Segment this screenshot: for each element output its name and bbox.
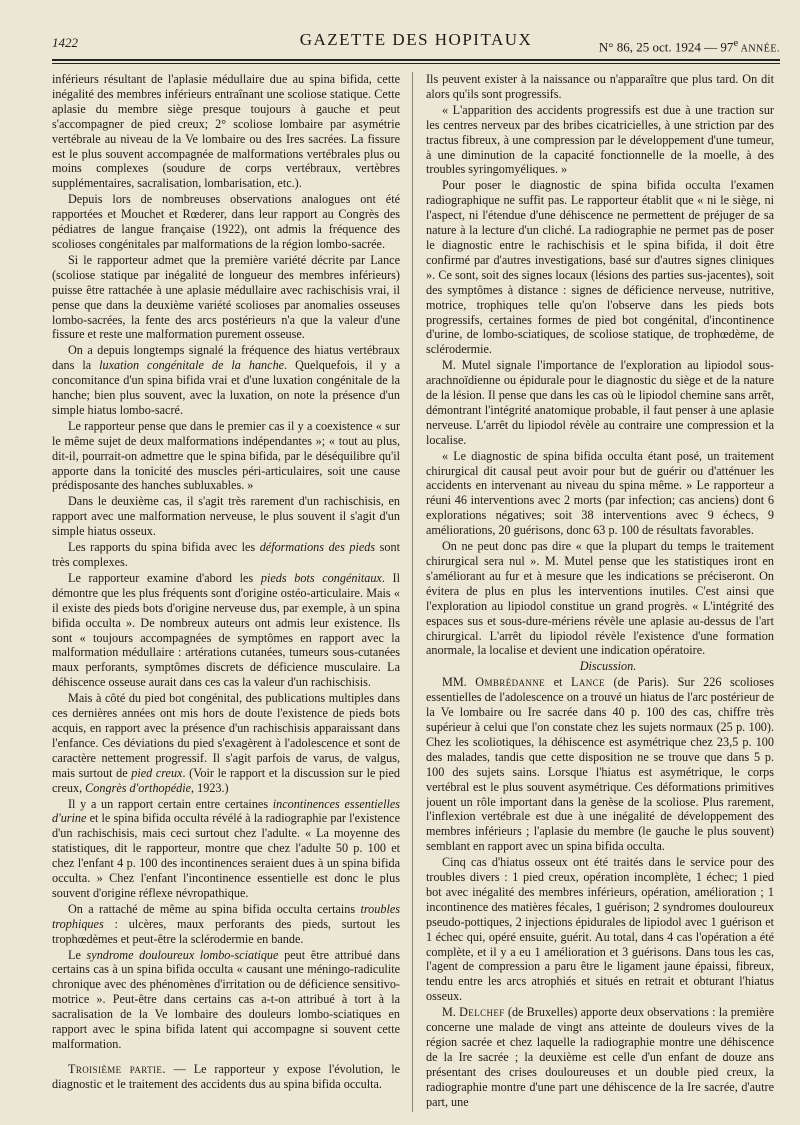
paragraph: inférieurs résultant de l'aplasie médullaire due au spina bifida, cette inégalité des membres inférieurs entraînant une scoliose statique. Cette aplasie du membre siège presque toujours à gauche et peut s'accompagner de pied creux; 2° scoliose lombaire par asymétrie vertébrale au niveau de la Ve lombaire ou des Ires sacrées. La fissure est le plus souvent accompagnée de malformations vertébrales plus ou moins complexes (soudure de corps vertébraux, vertèbres supplémentaires, sacralisation, lombarisation, etc.).	[52, 72, 400, 191]
paragraph: Les rapports du spina bifida avec les déformations des pieds sont très complexes.	[52, 540, 400, 569]
discussion-heading: Discussion.	[579, 659, 637, 674]
right-column	[426, 72, 774, 1117]
journal-title: GAZETTE DES HOPITAUX	[299, 30, 533, 49]
issue-year-sup: e	[733, 37, 739, 49]
paragraph: Mais à côté du pied bot congénital, des publications multiples dans ces dernières années ont mis hors de doute l'existence de pieds bots acquis, en rapport avec la présence d'un rachischisis apparaissant dans l'enfance. Ces déviations du pied s'exagèrent à l'adolescence et sont de caractère nettement progressif. Il s'agit parfois de varus, de valgus, mais surtout de pied creux. (Voir le rapport et la discussion sur le pied creux, Congrès d'orthopédie, 1923.)	[52, 691, 400, 795]
paragraph: Ils peuvent exister à la naissance ou n'apparaître que plus tard. On dit alors qu'ils sont progressifs.	[426, 72, 774, 101]
paragraph: Il y a un rapport certain entre certaines incontinences essentielles d'urine et le spina bifida occulta révélé à la radiographie par l'existence d'un rachischisis, mais ceci surtout chez l'adulte. « La moyenne des statistiques, dit le rapporteur, montre que chez l'adulte 50 p. 100 et chez l'enfant 4 p. 100 des incontinences seraient dues à un spina bifida occulta. » Chez l'enfant l'incontinence essentielle est donc le plus souvent d'origine réflexe névropathique.	[52, 796, 400, 900]
paragraph: MM. Ombrédanne et Lance (de Paris). Sur 226 scolioses essentielles de l'adolescence on a trouvé un hiatus de l'arc postérieur de la Ve lombaire ou Ire sacrée dans 40 p. 100 des cas, chiffre très supérieur à celui que l'on constate chez les sujets normaux (25 p. 100). Chez les scoliotiques, la déhiscence est asymétrique chez 23,5 p. 100 des malades, tandis que cette disposition ne se trouve que dans 5 p. 100 des sujets sains. Lorsque l'hiatus est asymétrique, le corps vertébral est le plus souvent asymétrique. Ces déformations primitives jouent un rôle important dans la genèse de la scoliose. Plus rarement, l'inflexion vertébrale est due à une inégalité de développement des membres inférieurs ; l'aplasie du membre (le gauche le plus souvent) semblant en rapport avec un spina bifida occulta.	[426, 675, 774, 854]
paragraph: Le rapporteur pense que dans le premier cas il y a coexistence « sur le même sujet de deux malformations indépendantes »; « tout au plus, dit-il, pourrait-on admettre que le spina bifida, par le déséquilibre qu'il apporte dans la tonicité des muscles péri-articulaires, soit une cause prédisposante des hanches subluxables. »	[52, 418, 400, 493]
paragraph: On a depuis longtemps signalé la fréquence des hiatus vertébraux dans la luxation congénitale de la hanche. Quelquefois, il y a concomitance d'un spina bifida vrai et d'une luxation congénitale de la hanche; bien plus souvent, avec la luxation, on note la présence d'un simple hiatus lombo-sacré.	[52, 343, 400, 417]
paragraph: Dans le deuxième cas, il s'agit très rarement d'un rachischisis, en rapport avec une malformation nerveuse, le plus souvent il s'agit d'un simple hiatus osseux.	[52, 494, 400, 539]
left-column	[52, 72, 400, 1117]
paragraph: Le rapporteur examine d'abord les pieds bots congénitaux. Il démontre que les plus fréquents sont d'origine ostéo-articulaire. Mais « il existe des pieds bots d'origine nerveuse dus, par exemple, à un spina bifida occulta ». De nombreux auteurs ont admis leur existence. Ils sont « toujours accompagnées de symptômes en rapport avec la malformation médullaire : artérations cutanées, tumeurs sous-cutanées maux perforants, symptômes discrets de déficience musculaire. La déhiscence osseuse aurait dans ces cas la valeur d'un rachischisis.	[52, 570, 400, 690]
paragraph: Depuis lors de nombreuses observations analogues ont été rapportées et Mouchet et Rœderer, dans leur rapport au Congrès des pédiatres de langue française (1922), ont admis la fréquence des scolioses congénitales par malformations de la région lombo-sacrée.	[52, 192, 400, 251]
paragraph: « Le diagnostic de spina bifida occulta étant posé, un traitement chirurgical dit causal peut avoir pour but de guérir ou d'atténuer les accidents en intervenant au niveau du spina même. » Le rapporteur a réuni 46 interventions avec 2 morts (par infection; cas anciens) dont 6 explorations négatives; soit 38 interventions avec 9 échecs, 9 améliorations, 20 guérisons, donc 63 p. 100 de résultats favorables.	[426, 448, 774, 538]
issue-info	[599, 33, 780, 59]
page-header	[52, 30, 780, 56]
header-rule-thick	[52, 59, 780, 61]
paragraph: M. Mutel signale l'importance de l'exploration au lipiodol sous-arachnoïdienne ou épidurale pour le diagnostic du siège et de la nature de la lésion. Il pense que dans les cas où le lipiodol chemine sans arrêt, démontrant l'intégrité anatomique probable, il faut penser à une aplasie nerveuse. L'arrêt du lipiodol révèle au contraire une compression et la localise.	[426, 358, 774, 447]
paragraph: « L'apparition des accidents progressifs est due à une traction sur les centres nerveux par des bribes cicatricielles, à une striction par des tractus fibreux, à une compression par le développement d'une tumeur, à une diminution de la capacité fonctionnelle de la moelle, à des troubles syringomyéliques. »	[426, 102, 774, 177]
issue-year-label: ANNÉE.	[738, 43, 780, 55]
header-rule-thin	[52, 63, 780, 64]
author-name: Ombrédanne	[475, 675, 546, 690]
paragraph: Pour poser le diagnostic de spina bifida occulta l'examen radiographique ne suffit pas. Le rapporteur établit que « ni le siège, ni l'aspect, ni l'étendue d'une déhiscence ne permettent de préjuger de sa nature à la lecture d'un cliché. La radiographie ne permet pas de poser le diagnostic entre le rachischisis et le spina bifida, il doit être confirmé par d'autres investigations, basé sur d'autres signes cliniques ». Ce sont, soit des signes locaux (lésions des parties sus-jacentes), soit des symptômes à distance : signes de déficience nerveuse, nutritive, motrice, trophiques telle qu'on l'observe dans les pieds bots progressifs, certaines formes de pied bot congénital, d'incontinence d'urine, de lombo-sciatiques, de scoliose statique, de trophœdème, de sclérodermie.	[426, 178, 774, 357]
paragraph: On a rattaché de même au spina bifida occulta certains troubles trophiques : ulcères, maux perforants des pieds, surtout les trophœdèmes et peut-être la sclérodermie en bande.	[52, 901, 400, 946]
paragraph: Si le rapporteur admet que la première variété décrite par Lance (scoliose statique par inégalité de longueur des membres inférieurs) puisse être rattachée à une aplasie médullaire avec rachischisis vrai, il pense que dans la deuxième variété scolioses par anomalies osseuses lombo-sacrées, la fente des arcs postérieurs n'a que la valeur d'une fissure et reste une malformation purement osseuse.	[52, 252, 400, 342]
author-name: Delchef	[459, 1005, 505, 1020]
paragraph: Le syndrome douloureux lombo-sciatique peut être attribué dans certains cas à un spina bifida occulta « causant une méningo-radiculite chronique avec des phénomènes d'irritation ou de déficience sensitivo-motrice ». Peut-être dans certains cas a-t-on attribué à tort à la sacralisation de la Ve lombaire des douleurs lombo-sciatiques en rapport avec le spina bifida latent qui accompagne si souvent cette malformation.	[52, 947, 400, 1051]
author-name: Lance	[571, 675, 605, 690]
column-divider	[412, 72, 413, 1112]
section-label: Troisième partie.	[68, 1061, 166, 1076]
section-paragraph: Troisième partie. — Le rapporteur y expose l'évolution, le diagnostic et le traitement des accidents dus au spina bifida occulta.	[52, 1061, 400, 1091]
issue-number-date: N° 86, 25 oct. 1924 — 97	[598, 39, 734, 55]
paragraph: Cinq cas d'hiatus osseux ont été traités dans le service pour des troubles divers : 1 pied creux, opération incomplète, 1 échec; 1 pied bot avec inégalité des membres inférieurs, opération, amélioration ; 1 incontinence des matières fécales, 1 guérison; 2 syndromes douloureux pseudo-pottiques, 2 injections épidurales de lipiodol avec 1 guérison et 1 échec qui, opéré ensuite, guérit. Au total, dans 4 cas l'opération a été complète, et il y a eu 1 amélioration et 3 guérisons. Dans tous les cas, l'agent de compression a paru être le ligament jaune épaissi, fibreux, tendu entre les arcs atrophiés et situés en retrait et obturant l'hiatus osseux.	[426, 855, 774, 1004]
paragraph: M. Delchef (de Bruxelles) apporte deux observations : la première concerne une malade de vingt ans atteinte de douleurs vives de la région sacrée et chez laquelle la radiographie montre une déhiscence de la Ire sacrée ; la deuxième est celle d'un enfant de douze ans présentant des crises douloureuses et un double pied creux, la radiographie montre d'une part une déhiscence de la Ire sacrée, d'autre part, une	[426, 1005, 774, 1109]
paragraph: On ne peut donc pas dire « que la plupart du temps le traitement chirurgical sera nul ». M. Mutel pense que les statistiques iront en s'améliorant au fur et à mesure que les indications se préciseront. On évitera de plus en plus les interventions inutiles. C'est ainsi que l'exploration au lipiodol constitue un grand progrès. « L'intégrité des espaces sus et sous-dure-mériens révèle une aplasie au-dessus de l'art chirurgical. L'arrêt du lipiodol révèle l'existence d'une formation anormale, la localise et devient une indication opératoire.	[426, 539, 774, 658]
page-number: 1422	[52, 35, 78, 50]
